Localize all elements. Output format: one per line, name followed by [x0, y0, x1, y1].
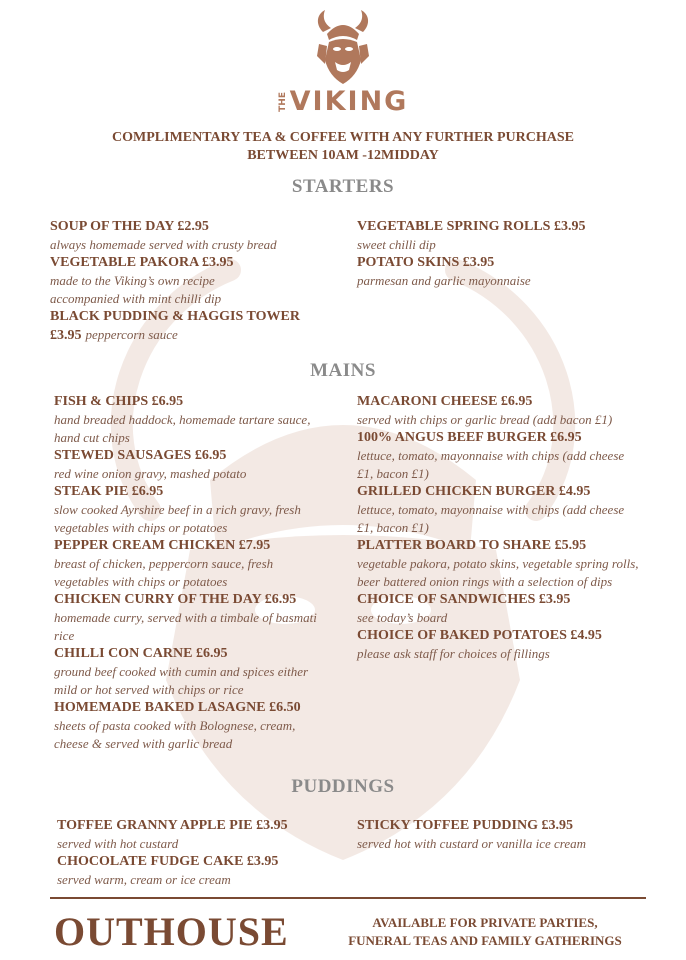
brand-name: VIKING: [289, 86, 409, 117]
item-name: HOMEMADE BAKED LASAGNE £6.50: [54, 700, 301, 715]
menu-item: [357, 483, 642, 537]
menu-item: [357, 817, 657, 853]
menu-item: [54, 699, 322, 753]
item-name: VEGETABLE SPRING ROLLS £3.95: [357, 219, 586, 234]
availability-line-1: AVAILABLE FOR PRIVATE PARTIES,: [372, 915, 598, 930]
item-name: SOUP OF THE DAY £2.95: [50, 219, 209, 234]
item-name: POTATO SKINS £3.95: [357, 255, 495, 270]
menu-item: [357, 627, 642, 663]
item-description: red wine onion gravy, mashed potato: [54, 466, 247, 481]
item-name: MACARONI CHEESE £6.95: [357, 394, 533, 409]
promo-banner: [0, 129, 686, 165]
brand-wordmark: [0, 86, 686, 117]
item-description: peppercorn sauce: [85, 327, 178, 342]
item-description: slow cooked Ayrshire beef in a rich gravy, fresh vegetables with chips or potatoes: [54, 502, 301, 535]
item-price: £3.95: [50, 328, 82, 343]
menu-item: [54, 483, 322, 537]
item-description: served with chips or garlic bread (add bacon £1): [357, 412, 613, 427]
puddings-left-column: [57, 817, 347, 889]
item-description: parmesan and garlic mayonnaise: [357, 273, 531, 288]
menu-item: [357, 591, 642, 627]
mains-left-column: [54, 393, 322, 753]
item-description: hand breaded haddock, homemade tartare sauce, hand cut chips: [54, 412, 311, 445]
mains-right-column: [357, 393, 642, 663]
item-name: CHICKEN CURRY OF THE DAY £6.95: [54, 592, 297, 607]
menu-item: [50, 308, 350, 345]
puddings-heading: PUDDINGS: [291, 776, 395, 797]
starters-right-column: [357, 218, 657, 290]
item-name: BLACK PUDDING & HAGGIS TOWER: [50, 309, 300, 324]
item-name: 100% ANGUS BEEF BURGER £6.95: [357, 430, 582, 445]
footer-divider: [50, 897, 646, 899]
item-description: ground beef cooked with cumin and spices either mild or hot served with chips or rice: [54, 664, 309, 697]
item-description: sweet chilli dip: [357, 237, 436, 252]
menu-item: [54, 591, 322, 645]
menu-item: [57, 853, 347, 889]
brand-the: THE: [277, 91, 288, 112]
menu-item: [54, 537, 322, 591]
item-name: CHILLI CON CARNE £6.95: [54, 646, 228, 661]
menu-item: [357, 429, 642, 483]
outhouse-title: OUTHOUSE: [54, 909, 289, 954]
promo-line-1: COMPLIMENTARY TEA & COFFEE WITH ANY FURTHER PURCHASE: [112, 130, 574, 145]
menu-item: [357, 218, 657, 254]
item-name: STEWED SAUSAGES £6.95: [54, 448, 227, 463]
item-description: lettuce, tomato, mayonnaise with chips (add cheese £1, bacon £1): [357, 448, 625, 481]
item-description: lettuce, tomato, mayonnaise with chips (add cheese £1, bacon £1): [357, 502, 625, 535]
item-description: served with hot custard: [57, 836, 179, 851]
menu-item: [50, 218, 350, 254]
menu-item: [54, 447, 322, 483]
mains-heading: MAINS: [310, 360, 376, 381]
item-name: FISH & CHIPS £6.95: [54, 394, 184, 409]
availability-note: [310, 914, 660, 950]
starters-left-column: [50, 218, 350, 345]
menu-item: [57, 817, 347, 853]
puddings-right-column: [357, 817, 657, 853]
item-description: made to the Viking’s own recipe accompanied with mint chilli dip: [50, 273, 222, 306]
item-name: PEPPER CREAM CHICKEN £7.95: [54, 538, 271, 553]
item-name: STEAK PIE £6.95: [54, 484, 164, 499]
starters-heading: STARTERS: [291, 176, 395, 197]
menu-item: [357, 537, 642, 591]
item-name: GRILLED CHICKEN BURGER £4.95: [357, 484, 591, 499]
item-name: CHOICE OF SANDWICHES £3.95: [357, 592, 571, 607]
item-name: STICKY TOFFEE PUDDING £3.95: [357, 818, 573, 833]
item-name: VEGETABLE PAKORA £3.95: [50, 255, 234, 270]
item-description: served hot with custard or vanilla ice cream: [357, 836, 587, 851]
promo-line-2: BETWEEN 10AM -12MIDDAY: [247, 148, 439, 163]
item-description: vegetable pakora, potato skins, vegetable spring rolls, beer battered onion rings with a selection of dips: [357, 556, 639, 589]
menu-item: [357, 254, 657, 290]
item-description: homemade curry, served with a timbale of basmati rice: [54, 610, 317, 643]
viking-logo: [0, 10, 686, 84]
item-description: sheets of pasta cooked with Bolognese, cream, cheese & served with garlic bread: [54, 718, 296, 751]
item-description: breast of chicken, peppercorn sauce, fresh vegetables with chips or potatoes: [54, 556, 274, 589]
menu-item: [54, 645, 322, 699]
menu-item: [54, 393, 322, 447]
item-name: CHOCOLATE FUDGE CAKE £3.95: [57, 854, 279, 869]
item-description: see today’s board: [357, 610, 448, 625]
item-name: TOFFEE GRANNY APPLE PIE £3.95: [57, 818, 288, 833]
item-description: please ask staff for choices of fillings: [357, 646, 550, 661]
item-name: PLATTER BOARD TO SHARE £5.95: [357, 538, 587, 553]
item-description: served warm, cream or ice cream: [57, 872, 231, 887]
viking-head-icon: [313, 10, 373, 84]
item-name: CHOICE OF BAKED POTATOES £4.95: [357, 628, 602, 643]
menu-item: [357, 393, 642, 429]
item-description: always homemade served with crusty bread: [50, 237, 277, 252]
availability-line-2: FUNERAL TEAS AND FAMILY GATHERINGS: [348, 933, 622, 948]
menu-item: [50, 254, 350, 308]
